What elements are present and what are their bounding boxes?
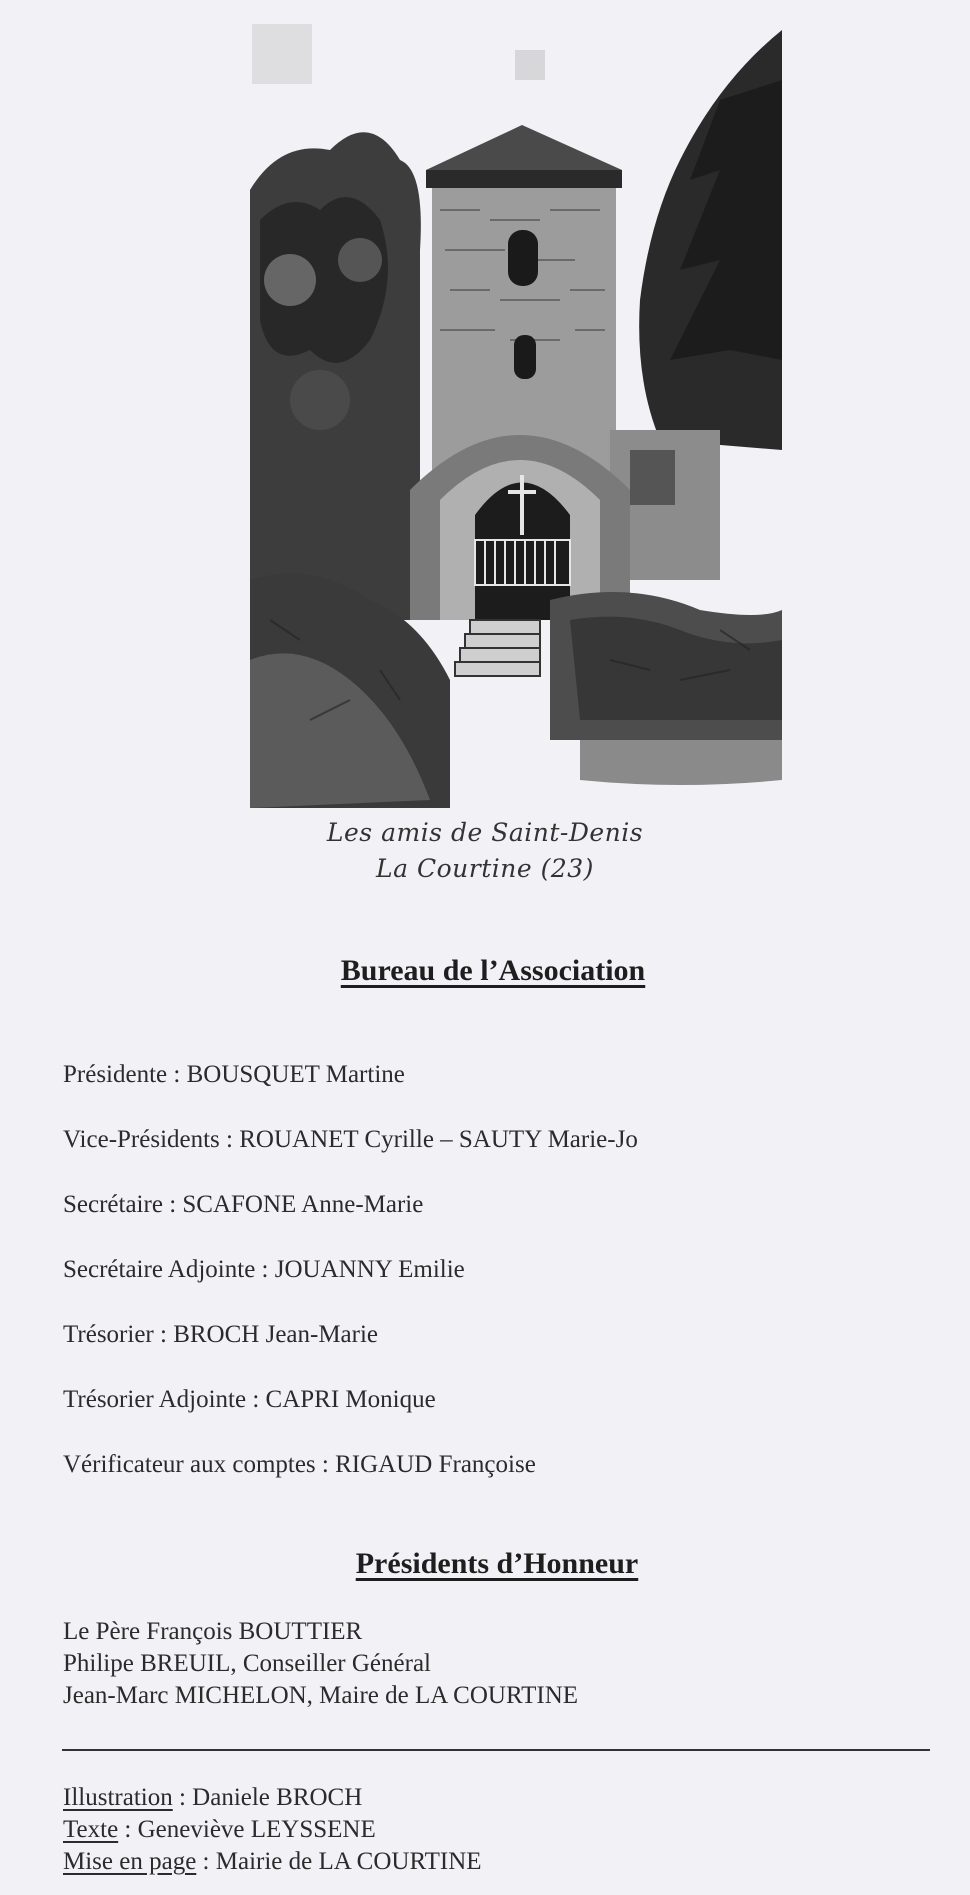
bureau-role: Trésorier [63,1321,154,1348]
bureau-row: Trésorier Adjointe : CAPRI Monique [63,1386,436,1413]
credit-line: Illustration : Daniele BROCH [63,1784,363,1811]
credit-value: Mairie de LA COURTINE [215,1848,482,1875]
divider-rule [62,1749,930,1751]
credit-line: Mise en page : Mairie de LA COURTINE [63,1848,482,1875]
honneur-line: Jean-Marc MICHELON, Maire de LA COURTINE [63,1682,579,1709]
bureau-row: Présidente : BOUSQUET Martine [63,1061,405,1088]
bureau-role: Vice-Présidents [63,1126,220,1153]
bureau-row: Secrétaire Adjointe : JOUANNY Emilie [63,1256,465,1283]
honneur-heading: Présidents d’Honneur [355,1547,639,1580]
caption-location: La Courtine (23) [376,854,594,883]
bureau-row: Vice-Présidents : ROUANET Cyrille – SAUTY Marie-Jo [63,1126,638,1153]
credit-line: Texte : Geneviève LEYSSENE [63,1816,376,1843]
chapel-illustration [250,20,782,808]
caption-association-name: Les amis de Saint-Denis [326,818,644,847]
bureau-heading: Bureau de l’Association [340,954,646,987]
honneur-line: Philipe BREUIL, Conseiller Général [63,1650,431,1677]
bureau-member: JOUANNY Emilie [274,1256,465,1283]
bureau-role: Secrétaire Adjointe [63,1256,256,1283]
honneur-line: Le Père François BOUTTIER [63,1618,363,1645]
bureau-member: RIGAUD Françoise [335,1451,536,1478]
credit-label: Texte [63,1816,119,1843]
bureau-role: Secrétaire [63,1191,163,1218]
bureau-member: BOUSQUET Martine [186,1061,405,1088]
bureau-member: ROUANET Cyrille – SAUTY Marie-Jo [239,1126,638,1153]
bureau-row: Secrétaire : SCAFONE Anne-Marie [63,1191,424,1218]
bureau-member: BROCH Jean-Marie [173,1321,379,1348]
bureau-role: Vérificateur aux comptes [63,1451,316,1478]
bureau-member: CAPRI Monique [265,1386,436,1413]
bureau-member: SCAFONE Anne-Marie [182,1191,424,1218]
bureau-row: Vérificateur aux comptes : RIGAUD Françoise [63,1451,536,1478]
bureau-role: Trésorier Adjointe [63,1386,247,1413]
credit-value: Daniele BROCH [192,1784,363,1811]
credit-value: Geneviève LEYSSENE [137,1816,376,1843]
credit-label: Illustration [63,1784,173,1811]
credit-label: Mise en page [63,1848,197,1875]
bureau-row: Trésorier : BROCH Jean-Marie [63,1321,379,1348]
bureau-role: Présidente [63,1061,168,1088]
